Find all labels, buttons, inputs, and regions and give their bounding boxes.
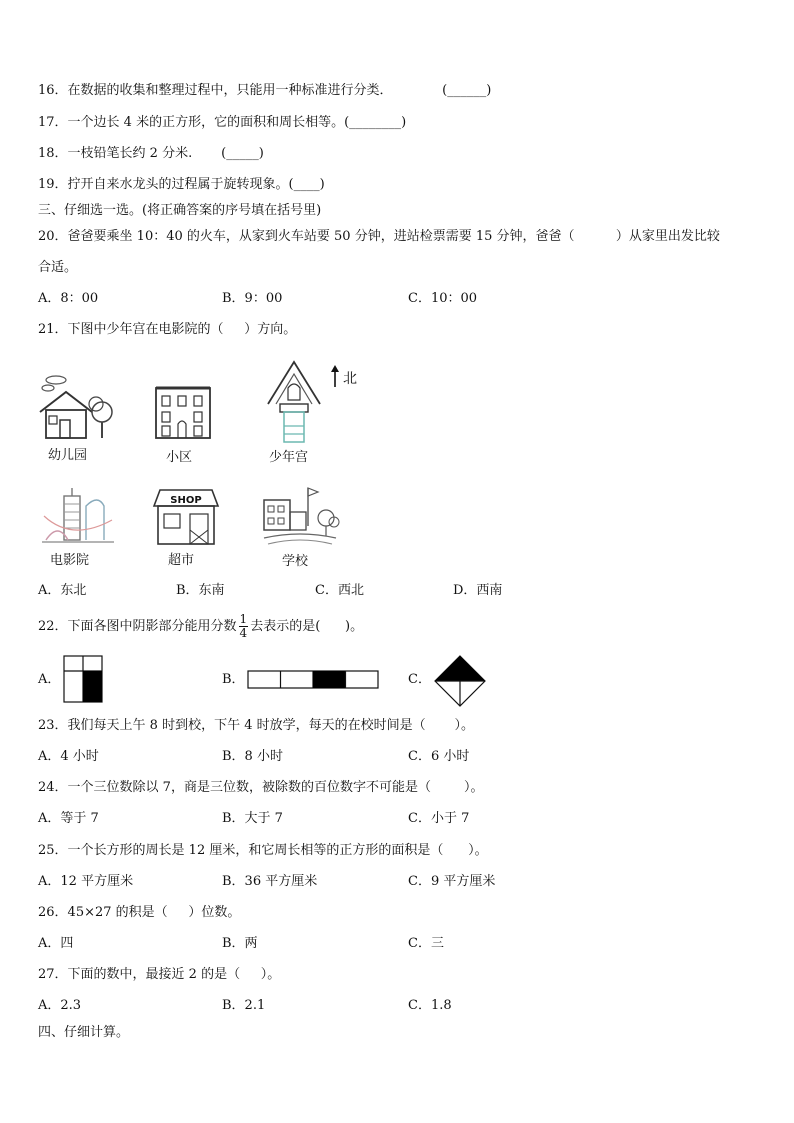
question-20-stem-cont: 合适。 — [38, 260, 78, 275]
question-21-stem: 21．下图中少年宫在电影院的（ ）方向。 — [38, 322, 297, 337]
question-17: 17．一个边长 4 米的正方形，它的面积和周长相等。(________) — [38, 115, 407, 130]
q21-option-a: A．东北 — [38, 583, 87, 598]
q22-stem-before: 22．下面各图中阴影部分能用分数 — [38, 619, 237, 634]
fraction-denominator: 4 — [239, 626, 248, 640]
place-label-kindergarten: 幼儿园 — [48, 448, 88, 463]
question-26-stem: 26．45×27 的积是（ ）位数。 — [38, 905, 241, 920]
north-arrow-icon — [330, 365, 340, 387]
place-label-cinema: 电影院 — [50, 553, 90, 568]
q22-option-c-figure — [434, 655, 486, 707]
q22-option-c-label: C． — [408, 672, 431, 687]
q20-option-a: A．8：00 — [38, 291, 99, 306]
cinema-icon — [42, 486, 114, 548]
q20-option-c: C．10：00 — [408, 291, 478, 306]
shop-sign-text: SHOP — [170, 495, 202, 506]
q23-option-a: A．4 小时 — [38, 749, 99, 764]
question-23-stem: 23．我们每天上午 8 时到校，下午 4 时放学，每天的在校时间是（ ）。 — [38, 718, 475, 733]
section-4-heading: 四、仔细计算。 — [38, 1025, 130, 1040]
question-24-stem: 24．一个三位数除以 7，商是三位数，被除数的百位数字不可能是（ ）。 — [38, 780, 484, 795]
question-20-stem: 20．爸爸要乘坐 10：40 的火车，从家到火车站要 50 分钟，进站检票需要 15 分钟，爸爸（ ）从家里出发比较 — [38, 229, 720, 244]
q21-option-c: C．西北 — [315, 583, 364, 598]
q23-option-b: B．8 小时 — [222, 749, 283, 764]
place-label-supermarket: 超市 — [168, 553, 195, 568]
q22-option-a-figure — [63, 655, 103, 703]
section-3-heading: 三、仔细选一选。(将正确答案的序号填在括号里) — [38, 203, 322, 218]
q26-option-a: A．四 — [38, 936, 74, 951]
q22-option-b-figure — [247, 670, 379, 689]
q21-option-b: B．东南 — [176, 583, 225, 598]
q25-option-a: A．12 平方厘米 — [38, 874, 134, 889]
q27-option-b: B．2.1 — [222, 998, 266, 1013]
q25-option-b: B．36 平方厘米 — [222, 874, 318, 889]
q22-option-b-label: B． — [222, 672, 245, 687]
q23-option-c: C．6 小时 — [408, 749, 470, 764]
q26-option-c: C．三 — [408, 936, 444, 951]
q22-option-a-label: A． — [38, 672, 61, 687]
question-25-stem: 25．一个长方形的周长是 12 厘米，和它周长相等的正方形的面积是（ ）。 — [38, 843, 488, 858]
school-icon — [260, 486, 340, 548]
question-16: 16．在数据的收集和整理过程中，只能用一种标准进行分类． (______) — [38, 83, 492, 98]
q24-option-a: A．等于 7 — [38, 811, 99, 826]
question-27-stem: 27．下面的数中，最接近 2 的是（ ）。 — [38, 967, 281, 982]
q26-option-b: B．两 — [222, 936, 258, 951]
fraction-one-quarter — [239, 613, 249, 640]
question-19: 19．拧开自来水龙头的过程属于旋转现象。(____) — [38, 177, 325, 192]
north-label: 北 — [343, 371, 357, 387]
place-label-residential: 小区 — [166, 450, 193, 465]
q20-option-b: B．9：00 — [222, 291, 283, 306]
supermarket-icon — [150, 486, 222, 548]
residential-building-icon — [154, 382, 212, 440]
q21-option-d: D．西南 — [453, 583, 503, 598]
q27-option-c: C．1.8 — [408, 998, 452, 1013]
q24-option-b: B．大于 7 — [222, 811, 283, 826]
question-22-stem — [38, 610, 363, 644]
q22-stem-after: 去表示的是( )。 — [250, 619, 364, 634]
q27-option-a: A．2.3 — [38, 998, 82, 1013]
question-18: 18．一枝铅笔长约 2 分米. (_____) — [38, 146, 264, 161]
fraction-numerator: 1 — [239, 612, 248, 626]
q25-option-c: C．9 平方厘米 — [408, 874, 496, 889]
kindergarten-icon — [36, 372, 116, 442]
q24-option-c: C．小于 7 — [408, 811, 470, 826]
place-label-youth-palace: 少年宫 — [269, 450, 309, 465]
youth-palace-icon — [264, 360, 324, 444]
place-label-school: 学校 — [282, 554, 309, 569]
